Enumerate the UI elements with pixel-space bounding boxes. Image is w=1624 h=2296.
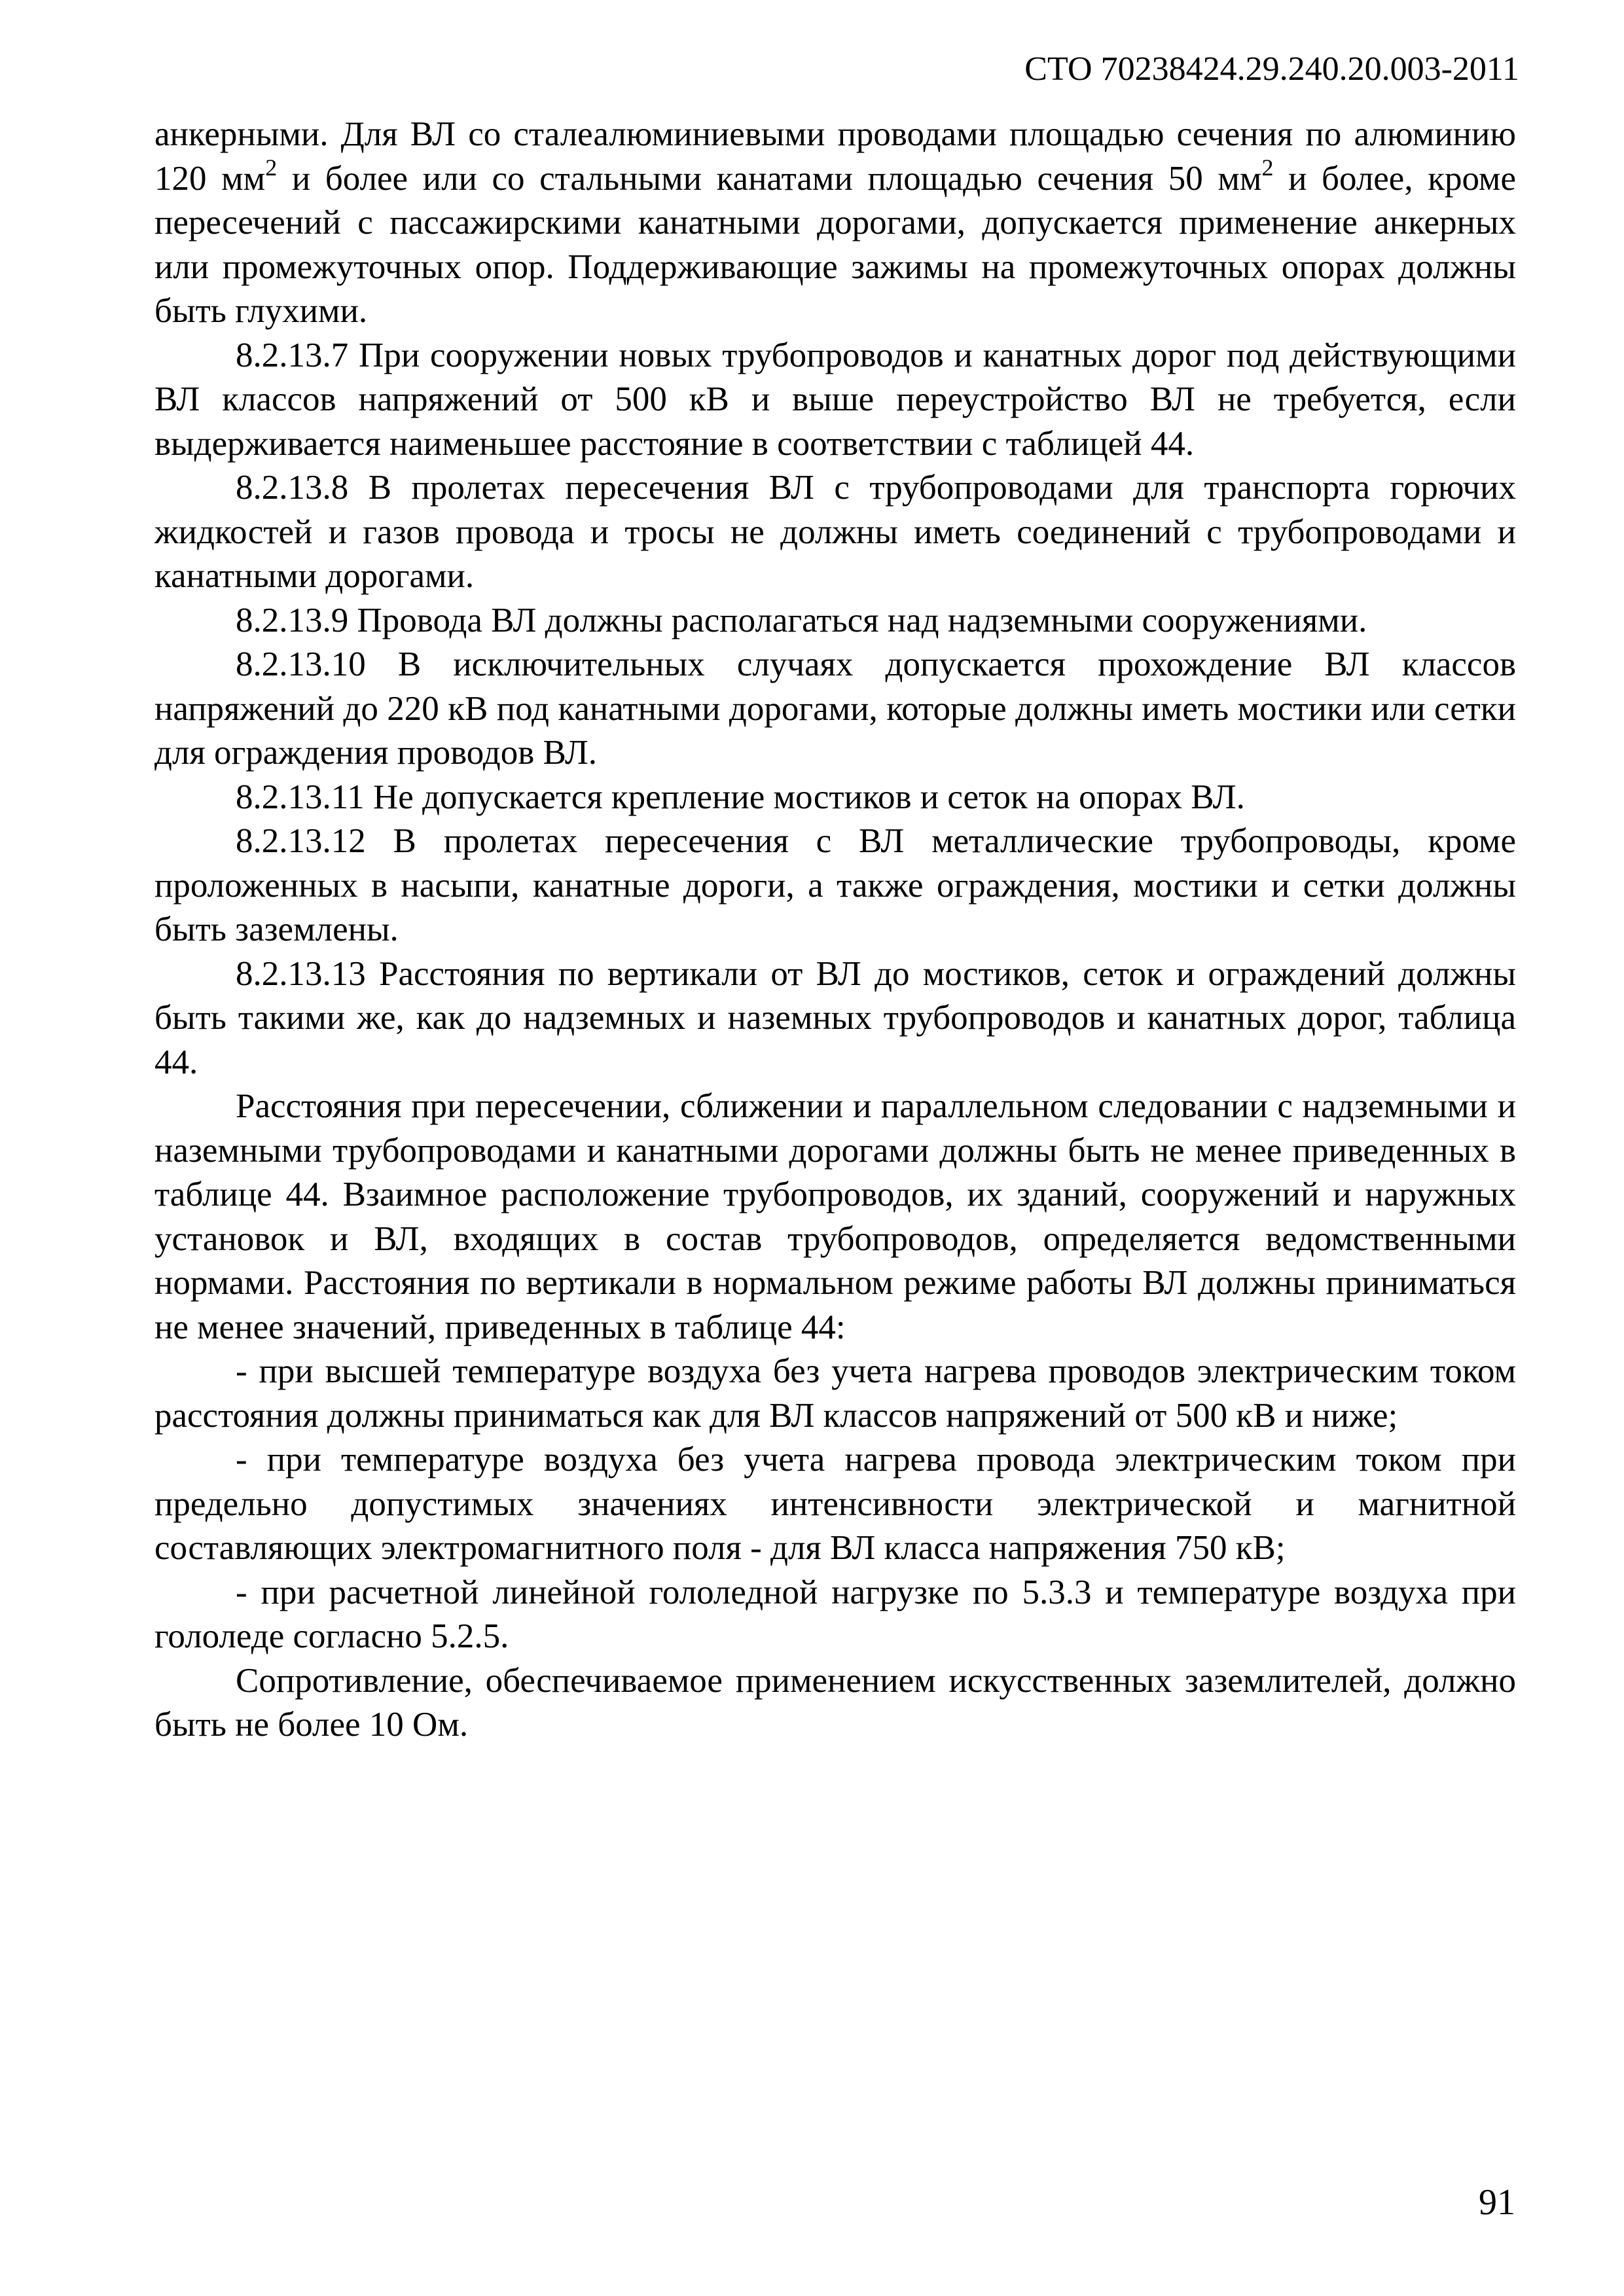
paragraph-8-2-13-10: 8.2.13.10 В исключительных случаях допускается прохождение ВЛ классов напряжений до 220 кВ под канатными дорогами, которые должны иметь мостики или сетки для ограждения проводов ВЛ.	[154, 645, 1516, 772]
paragraph-8-2-13-9: 8.2.13.9 Провода ВЛ должны располагаться над надземными сооружениями.	[236, 601, 1367, 639]
paragraph-8-2-13-11: 8.2.13.11 Не допускается крепление мостиков и сеток на опорах ВЛ.	[236, 778, 1245, 816]
paragraph-resistance: Сопротивление, обеспечиваемое применением искусственных заземлителей, должно быть не более 10 Ом.	[154, 1661, 1516, 1744]
list-item-field-limits: - при температуре воздуха без учета нагрева провода электрическим током при предельно допустимых значениях интенсивности электрической и магнитной составляющих электромагнитного поля - для ВЛ класса напряжения 750 кВ;	[154, 1441, 1516, 1567]
paragraph-8-2-13-12: 8.2.13.12 В пролетах пересечения с ВЛ металлические трубопроводы, кроме проложенных в насыпи, канатные дороги, а также ограждения, мостики и сетки должны быть заземлены.	[154, 822, 1516, 948]
document-code-header: СТО 70238424.29.240.20.003-2011	[1024, 50, 1519, 88]
page-number: 91	[1479, 2182, 1515, 2223]
paragraph-distances: Расстояния при пересечении, сближении и параллельном следовании с надземными и наземными трубопроводами и канатными дорогами должны быть не менее приведенных в таблице 44. Взаимное расположение трубопроводов, их зданий, сооружений и наружных установок и ВЛ, входящих в состав трубопроводов, определяется ведомственными нормами. Расстояния по вертикали в нормальном режиме работы ВЛ должны приниматься не менее значений, приведенных в таблице 44:	[154, 1087, 1516, 1346]
paragraph-text: и более, кроме пересечений с пассажирскими канатными дорогами, допускается применение анкерных или промежуточных опор. Поддерживающие зажимы на промежуточных опорах должны быть глухими.	[154, 159, 1516, 330]
paragraph-8-2-13-8: 8.2.13.8 В пролетах пересечения ВЛ с трубопроводами для транспорта горючих жидкостей и газов провода и тросы не должны иметь соединений с трубопроводами и канатными дорогами.	[154, 469, 1516, 595]
paragraph-text: и более или со стальными канатами площадью сечения 50 мм	[277, 159, 1262, 198]
superscript: 2	[265, 154, 278, 181]
superscript: 2	[1261, 154, 1274, 181]
list-item-highest-temperature: - при высшей температуре воздуха без учета нагрева проводов электрическим током расстояния должны приниматься как для ВЛ классов напряжений от 500 кВ и ниже;	[154, 1352, 1516, 1435]
paragraph-8-2-13-13: 8.2.13.13 Расстояния по вертикали от ВЛ до мостиков, сеток и ограждений должны быть такими же, как до надземных и наземных трубопроводов и канатных дорог, таблица 44.	[154, 954, 1516, 1081]
paragraph-text: анкерными. Для ВЛ со сталеалюминиевыми проводами площадью сечения по алюминию 120 мм	[154, 115, 1516, 198]
paragraph-8-2-13-7: 8.2.13.7 При сооружении новых трубопроводов и канатных дорог под действующими ВЛ классов напряжений от 500 кВ и выше переустройство ВЛ не требуется, если выдерживается наименьшее расстояние в соответствии с таблицей 44.	[154, 336, 1516, 463]
paragraph-continuation	[154, 113, 1516, 334]
page-body	[154, 113, 1516, 1748]
list-item-ice-load: - при расчетной линейной гололедной нагрузке по 5.3.3 и температуре воздуха при гололеде согласно 5.2.5.	[154, 1573, 1516, 1655]
